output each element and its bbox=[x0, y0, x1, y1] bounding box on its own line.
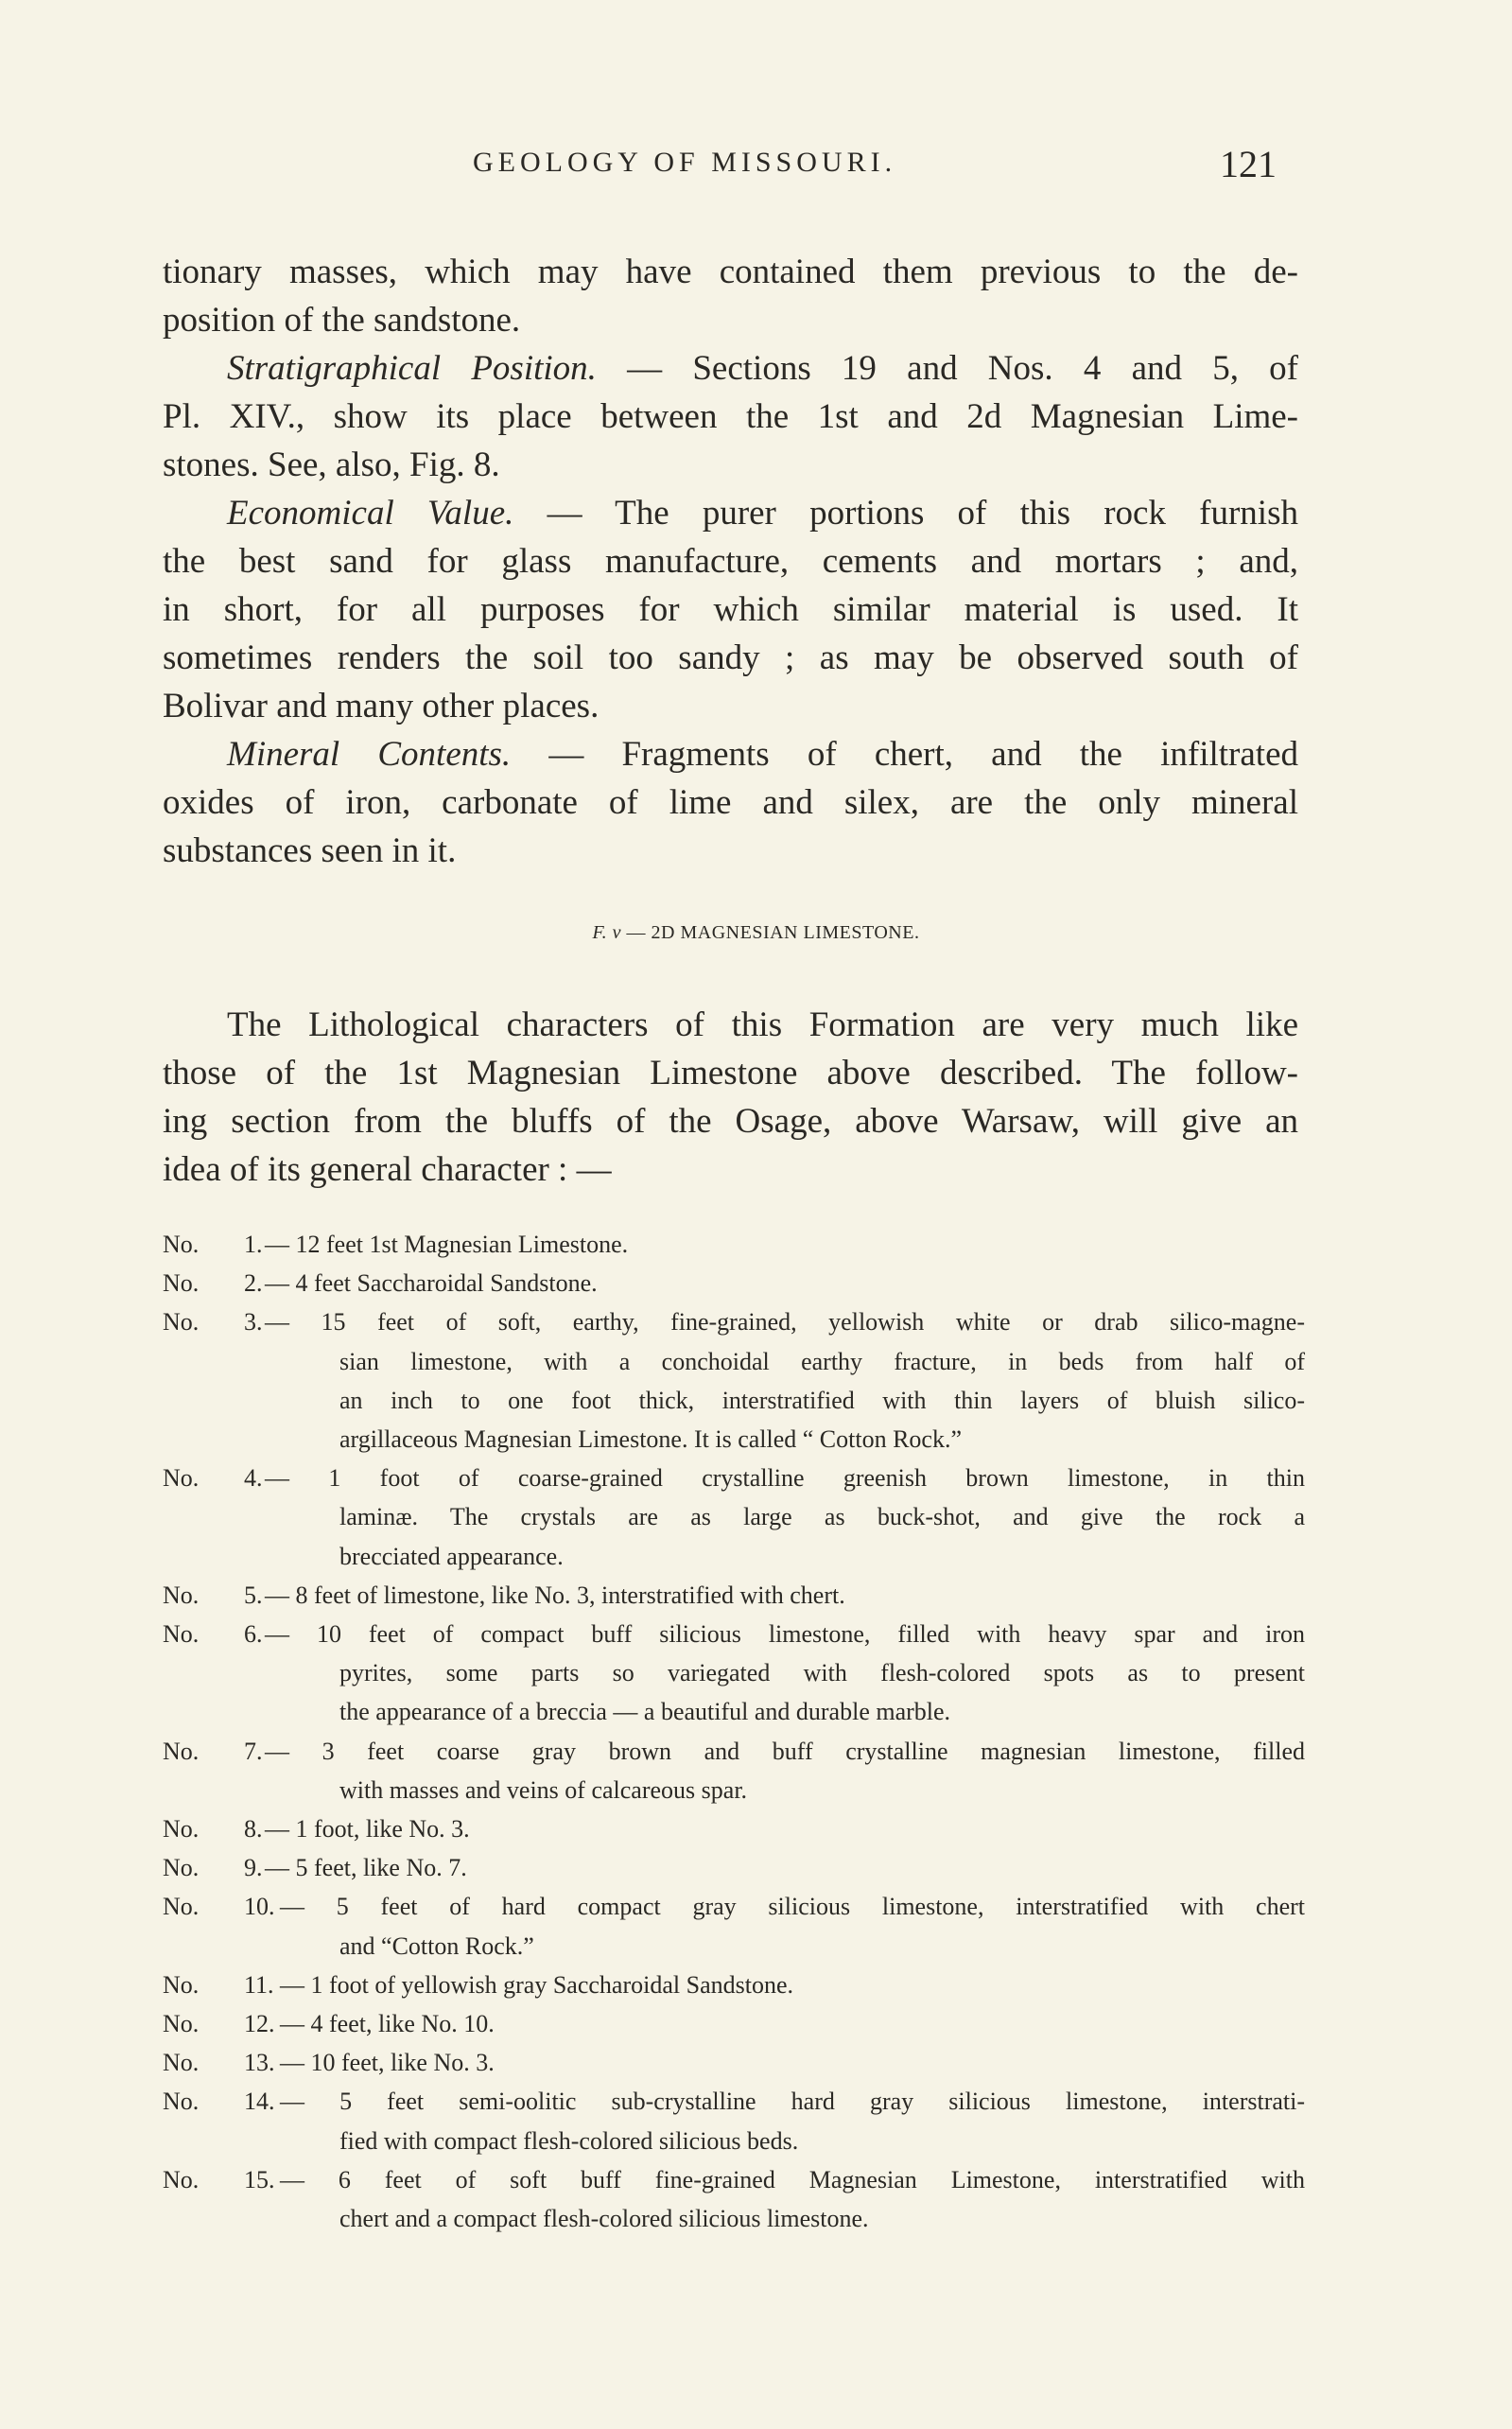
running-title: GEOLOGY OF MISSOURI. bbox=[473, 147, 897, 178]
line-text: idea of its general character : — bbox=[163, 1150, 612, 1189]
text-line bbox=[163, 827, 1298, 875]
item-number: 10. bbox=[244, 1893, 275, 1921]
item-prefix: No. bbox=[163, 2010, 200, 2037]
text-line bbox=[227, 1001, 1298, 1049]
formation-symbol: F. v bbox=[592, 922, 622, 943]
line-text: Pl. XIV., show its place between the 1st and 2d Magnesian Lime- bbox=[163, 397, 1298, 436]
text-line bbox=[163, 441, 1298, 489]
italic-run-in-heading: Mineral Contents. bbox=[227, 735, 512, 774]
text-line bbox=[163, 585, 1298, 634]
item-number: 11. bbox=[244, 1970, 274, 1999]
item-line: an inch to one foot thick, interstratified with thin layers of bluish silico- bbox=[339, 1386, 1305, 1414]
item-line: — 10 feet of compact buff silicious limestone, filled with heavy spar and iron bbox=[265, 1620, 1305, 1648]
item-line: sian limestone, with a conchoidal earthy fracture, in beds from half of bbox=[339, 1347, 1305, 1375]
line-text: oxides of iron, carbonate of lime and silex, are the only mineral bbox=[163, 783, 1298, 822]
line-text: in short, for all purposes for which similar material is used. It bbox=[163, 590, 1298, 629]
line-text: — The purer portions of this rock furnish bbox=[513, 494, 1298, 533]
text-line bbox=[163, 537, 1298, 585]
item-prefix: No. bbox=[163, 1581, 200, 1609]
line-text: substances seen in it. bbox=[163, 831, 457, 870]
item-prefix: No. bbox=[163, 1269, 200, 1298]
line-text: The Lithological characters of this Formation are very much like bbox=[227, 1005, 1298, 1044]
line-text: the best sand for glass manufacture, cements and mortars ; and, bbox=[163, 542, 1298, 581]
item-line: — 5 feet of hard compact gray silicious limestone, interstratified with chert bbox=[280, 1893, 1305, 1921]
item-line: chert and a compact flesh-colored silicious limestone. bbox=[339, 2205, 869, 2232]
line-text: Bolivar and many other places. bbox=[163, 687, 600, 725]
item-prefix: No. bbox=[163, 1854, 200, 1882]
item-prefix: No. bbox=[163, 2165, 200, 2193]
text-line bbox=[163, 634, 1298, 682]
item-line: — 1 foot of coarse-grained crystalline greenish brown limestone, in thin bbox=[265, 1464, 1305, 1493]
item-number: 5. bbox=[244, 1581, 263, 1609]
item-line: brecciated appearance. bbox=[339, 1542, 564, 1570]
line-text: stones. See, also, Fig. 8. bbox=[163, 446, 500, 484]
text-line bbox=[163, 393, 1298, 441]
line-text: tionary masses, which may have contained them previous to the de- bbox=[163, 253, 1298, 291]
item-line: — 3 feet coarse gray brown and buff crystalline magnesian limestone, filled bbox=[265, 1737, 1305, 1765]
item-number: 7. bbox=[244, 1737, 263, 1765]
item-line: pyrites, some parts so variegated with flesh-colored spots as to present bbox=[339, 1659, 1305, 1687]
section-heading bbox=[0, 922, 1512, 944]
item-number: 8. bbox=[244, 1815, 263, 1843]
item-line: — 4 feet Saccharoidal Sandstone. bbox=[265, 1269, 598, 1298]
item-prefix: No. bbox=[163, 2088, 200, 2116]
item-line: the appearance of a breccia — a beautiful and durable marble. bbox=[339, 1698, 951, 1726]
line-text: those of the 1st Magnesian Limestone above described. The follow- bbox=[163, 1054, 1298, 1092]
item-line: argillaceous Magnesian Limestone. It is called “ Cotton Rock.” bbox=[339, 1425, 963, 1453]
item-line: laminæ. The crystals are as large as buck-shot, and give the rock a bbox=[339, 1503, 1305, 1531]
item-line: — 4 feet, like No. 10. bbox=[280, 2010, 495, 2037]
text-line bbox=[163, 1097, 1298, 1145]
item-number: 15. bbox=[244, 2165, 275, 2193]
text-line bbox=[163, 296, 1298, 344]
item-prefix: No. bbox=[163, 1231, 200, 1258]
item-line: — 6 feet of soft buff fine-grained Magnesian Limestone, interstratified with bbox=[280, 2165, 1305, 2193]
text-line bbox=[163, 778, 1298, 827]
item-line: and “Cotton Rock.” bbox=[339, 1931, 534, 1960]
text-line bbox=[227, 344, 1298, 393]
item-line: — 1 foot, like No. 3. bbox=[265, 1815, 470, 1843]
item-prefix: No. bbox=[163, 1893, 200, 1921]
item-line: — 10 feet, like No. 3. bbox=[280, 2049, 495, 2077]
item-prefix: No. bbox=[163, 2049, 200, 2077]
item-number: 6. bbox=[244, 1620, 263, 1648]
text-line bbox=[163, 248, 1298, 296]
text-line bbox=[163, 1049, 1298, 1097]
item-line: — 5 feet, like No. 7. bbox=[265, 1854, 467, 1882]
item-number: 4. bbox=[244, 1464, 263, 1493]
line-text: ing section from the bluffs of the Osage, above Warsaw, will give an bbox=[163, 1102, 1298, 1141]
item-number: 3. bbox=[244, 1308, 263, 1337]
item-line: — 5 feet semi-oolitic sub-crystalline hard gray silicious limestone, interstrati- bbox=[280, 2088, 1305, 2116]
item-number: 1. bbox=[244, 1231, 263, 1258]
page-number: 121 bbox=[1220, 143, 1277, 185]
item-line: with masses and veins of calcareous spar. bbox=[339, 1775, 748, 1804]
italic-run-in-heading: Stratigraphical Position. bbox=[227, 349, 597, 388]
text-line bbox=[163, 1145, 1298, 1194]
item-number: 2. bbox=[244, 1269, 263, 1298]
item-line: — 1 foot of yellowish gray Saccharoidal Sandstone. bbox=[280, 1970, 793, 1999]
text-line bbox=[227, 489, 1298, 537]
text-line bbox=[163, 682, 1298, 730]
item-line: — 12 feet 1st Magnesian Limestone. bbox=[265, 1231, 629, 1258]
item-line: — 8 feet of limestone, like No. 3, interstratified with chert. bbox=[265, 1581, 845, 1609]
item-line: — 15 feet of soft, earthy, fine-grained, yellowish white or drab silico-magne- bbox=[265, 1308, 1305, 1337]
line-text: — Fragments of chert, and the infiltrated bbox=[511, 735, 1298, 774]
item-prefix: No. bbox=[163, 1970, 200, 1999]
item-number: 14. bbox=[244, 2088, 275, 2116]
item-prefix: No. bbox=[163, 1815, 200, 1843]
line-text: position of the sandstone. bbox=[163, 301, 521, 340]
italic-run-in-heading: Economical Value. bbox=[227, 494, 514, 533]
line-text: — Sections 19 and Nos. 4 and 5, of bbox=[596, 349, 1298, 388]
item-line: fied with compact flesh-colored silicious beds. bbox=[339, 2126, 799, 2155]
item-number: 13. bbox=[244, 2049, 275, 2077]
item-prefix: No. bbox=[163, 1620, 200, 1648]
item-prefix: No. bbox=[163, 1308, 200, 1337]
item-prefix: No. bbox=[163, 1464, 200, 1493]
text-line bbox=[227, 730, 1298, 778]
line-text: sometimes renders the soil too sandy ; as may be observed south of bbox=[163, 638, 1298, 677]
item-number: 12. bbox=[244, 2010, 275, 2037]
section-heading-text: — 2D MAGNESIAN LIMESTONE. bbox=[626, 922, 920, 943]
item-number: 9. bbox=[244, 1854, 263, 1882]
item-prefix: No. bbox=[163, 1737, 200, 1765]
